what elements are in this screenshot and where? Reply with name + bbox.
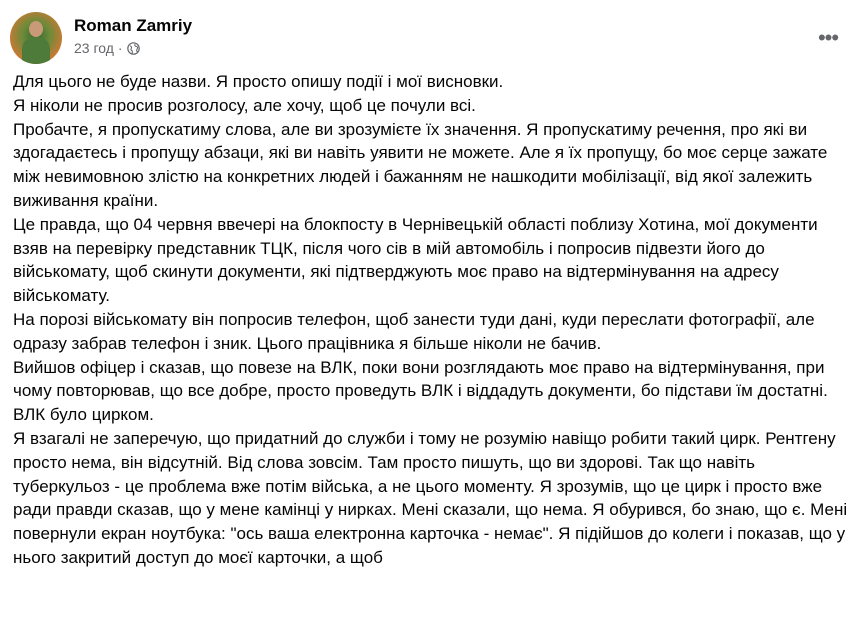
- post-time[interactable]: 23 год: [74, 40, 114, 56]
- post-header: [10, 4, 850, 60]
- globe-icon[interactable]: [127, 42, 140, 55]
- paragraph: ВЛК було цирком.: [13, 405, 154, 425]
- paragraph: Я ніколи не просив розголосу, але хочу, щоб це почули всі.: [13, 95, 476, 115]
- paragraph: Це правда, що 04 червня ввечері на блокпосту в Чернівецькій області поблизу Хотина, мої документи взяв на перевірку представник ТЦК, після чого сів в мій автомобіль і попросив підвезти його до військомату, щоб скинути документи, які підтверджують моє право на відтермінування на адресу військомату.: [13, 214, 818, 306]
- paragraph: Для цього не буде назви. Я просто опишу події і мої висновки.: [13, 72, 504, 91]
- paragraph: Пробачте, я пропускатиму слова, але ви зрозумієте їх значення. Я пропускатиму речення, про які ви здогадаєтесь і пропущу абзаци, які ви навіть уявити не можете. Але я їх пропущу, бо моє серце зажате між невимовною злістю на конкретних людей і бажанням не нашкодити мобілізації, від якої залежить виживання країни.: [13, 119, 828, 210]
- more-horizontal-icon: •••: [817, 25, 839, 50]
- meta-separator: ·: [117, 40, 123, 56]
- author-name[interactable]: Roman Zamriy: [74, 16, 193, 35]
- paragraph: На порозі військомату він попросив телефон, щоб занести туди дані, куди переслати фотографії, але одразу забрав телефон і зник. Цього працівника я більше ніколи не бачив.: [13, 309, 815, 353]
- paragraph: Вийшов офіцер і сказав, що повезе на ВЛК, поки вони розглядають моє право на відтермінування, при чому повторював, що все добре, просто проведуть ВЛК і віддадуть документи, бо підстави їм достатні.: [13, 357, 828, 401]
- avatar[interactable]: [10, 12, 62, 64]
- avatar-body: [22, 37, 50, 64]
- avatar-head: [29, 21, 43, 37]
- post-meta: [74, 40, 140, 56]
- post-text: [13, 70, 848, 570]
- more-options-button[interactable]: [810, 20, 846, 56]
- paragraph: Я взагалі не заперечую, що придатний до служби і тому не розумію навіщо робити такий цирк. Рентгену просто нема, він відсутній. Від слова зовсім. Там просто пишуть, що ви здорові. Так що навіть туберкульоз - це проблема вже потім війська, а не цього моменту. Я зрозумів, що це цирк і просто вже ради правди сказав, що у мене камінці у нирках. Мені сказали, що нема. Я обурився, бо знаю, що є. Мені повернули екран ноутбука: "ось ваша електронна карточка - немає". Я підійшов до колеги і показав, що у нього закритий доступ до моєї карточки, а щоб: [13, 428, 848, 567]
